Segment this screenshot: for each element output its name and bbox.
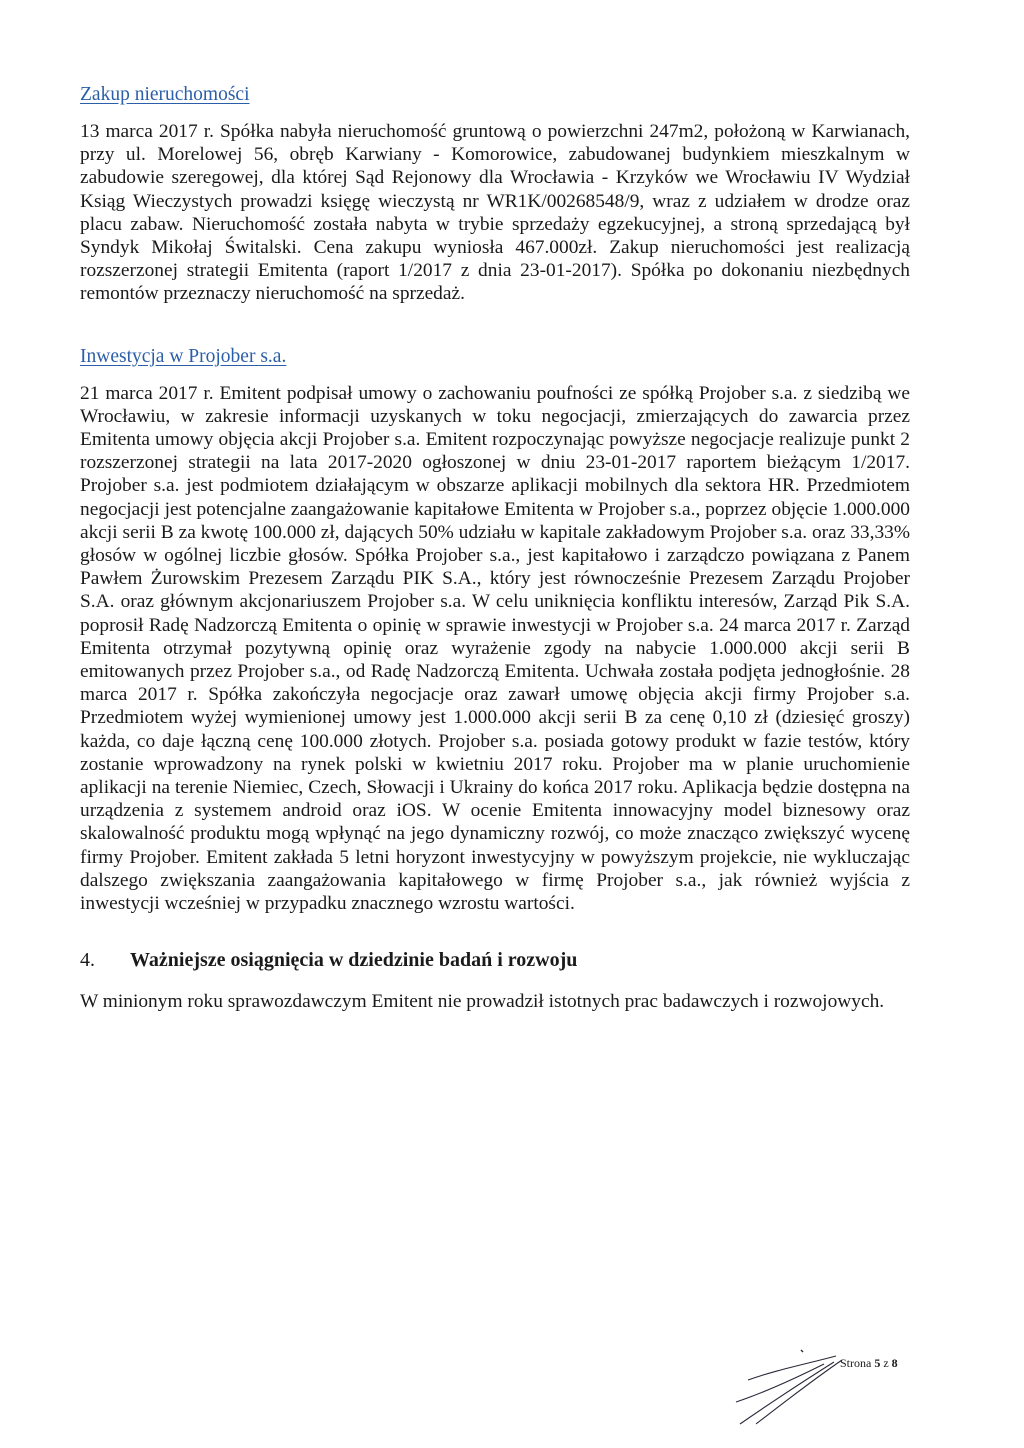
document-page [80, 84, 910, 1014]
paragraph-projober-investment: 21 marca 2017 r. Emitent podpisał umowy o zachowaniu poufności ze spółką Projober s.a. z siedzibą we Wrocławiu, w zakresie informacji uzyskanych w toku negocjacji, zmierzających do zawarcia przez Emitenta umowy objęcia akcji Projober s.a. Emitent rozpoczynając powyższe negocjacje realizuje punkt 2 rozszerzonej strategii na lata 2017-2020 ogłoszonej w dniu 23-01-2017 raportem bieżącym 1/2017. Projober s.a. jest podmiotem działającym w obszarze aplikacji mobilnych dla sektora HR. Przedmiotem negocjacji jest potencjalne zaangażowanie kapitałowe Emitenta w Projober s.a., poprzez objęcie 1.000.000 akcji serii B za kwotę 100.000 zł, dających 50% udziału w kapitale zakładowym Projober s.a. oraz 33,33% głosów w ogólnej liczbie głosów. Spółka Projober s.a., jest kapitałowo i zarządczo powiązana z Panem Pawłem Żurowskim Prezesem Zarządu PIK S.A., który jest równocześnie Prezesem Zarządu Projober S.A. oraz głównym akcjonariuszem Projober s.a. W celu uniknięcia konfliktu interesów, Zarząd Pik S.A. poprosił Radę Nadzorczą Emitenta o opinię w sprawie inwestycji w Projober s.a. 24 marca 2017 r. Zarząd Emitenta otrzymał pozytywną opinię oraz wyrażenie zgody na nabycie 1.000.000 akcji serii B emitowanych przez Projober s.a., od Radę Nadzorczą Emitenta. Uchwała została podjęta jednogłośnie. 28 marca 2017 r. Spółka zakończyła negocjacje oraz zawarł umowę objęcia akcji firmy Projober s.a. Przedmiotem wyżej wymienionej umowy jest 1.000.000 akcji serii B za cenę 0,10 zł (dziesięć groszy) każda, co daje łączną cenę 100.000 złotych. Projober s.a. posiada gotowy produkt w fazie testów, który zostanie wprowadzony na rynek polski w kwietniu 2017 roku. Projober ma w planie uruchomienie aplikacji na terenie Niemiec, Czech, Słowacji i Ukrainy do końca 2017 roku. Aplikacja będzie dostępna na urządzenia z systemem android oraz iOS. W ocenie Emitenta innowacyjny model biznesowy oraz skalowalność produktu mogą wpłynąć na jego dynamiczny rozwój, co może znacząco zwiększyć wycenę firmy Projober. Emitent zakłada 5 letni horyzont inwestycyjny w powyższym projekcie, nie wykluczając dalszego zwiększania zaangażowania kapitałowego w firmę Projober s.a., jak również wyjścia z inwestycji wcześniej w przypadku znacznego wzrostu wartości. [80, 382, 910, 915]
chapter-title: Ważniejsze osiągnięcia w dziedzinie badań i rozwoju [130, 949, 578, 972]
page-number-separator: z [883, 1356, 889, 1370]
chapter-heading [80, 949, 910, 972]
page-number [840, 1356, 898, 1371]
page-number-current: 5 [874, 1356, 881, 1370]
chapter-number: 4. [80, 949, 95, 972]
paragraph-property-purchase: 13 marca 2017 r. Spółka nabyła nieruchomość gruntową o powierzchni 247m2, położoną w Karwianach, przy ul. Morelowej 56, obręb Karwiany - Komorowice, zabudowanej budynkiem mieszkalnym w zabudowie szeregowej, dla której Sąd Rejonowy dla Wrocławia - Krzyków we Wrocławiu IV Wydział Ksiąg Wieczystych prowadzi księgę wieczystą nr WR1K/00268548/9, wraz z udziałem w drodze oraz placu zabaw. Nieruchomość została nabyta w trybie sprzedaży egzekucyjnej, a stroną sprzedającą był Syndyk Mikołaj Świtalski. Cena zakupu wyniosła 467.000zł. Zakup nieruchomości jest realizacją rozszerzonej strategii Emitenta (raport 1/2017 z dnia 23-01-2017). Spółka po dokonaniu niezbędnych remontów przeznaczy nieruchomość na sprzedaż. [80, 121, 910, 305]
paragraph-research: W minionym roku sprawozdawczym Emitent nie prowadził istotnych prac badawczych i rozwojowych. [80, 991, 885, 1013]
spacer [80, 915, 910, 949]
page-number-total: 8 [891, 1356, 898, 1370]
section-heading-property-purchase: Zakup nieruchomości [80, 84, 250, 105]
signature-initials-icon [726, 1348, 856, 1428]
page-number-prefix: Strona [840, 1356, 872, 1370]
spacer [80, 306, 910, 346]
page-footer [726, 1348, 926, 1428]
section-heading-projober-investment: Inwestycja w Projober s.a. [80, 345, 287, 367]
